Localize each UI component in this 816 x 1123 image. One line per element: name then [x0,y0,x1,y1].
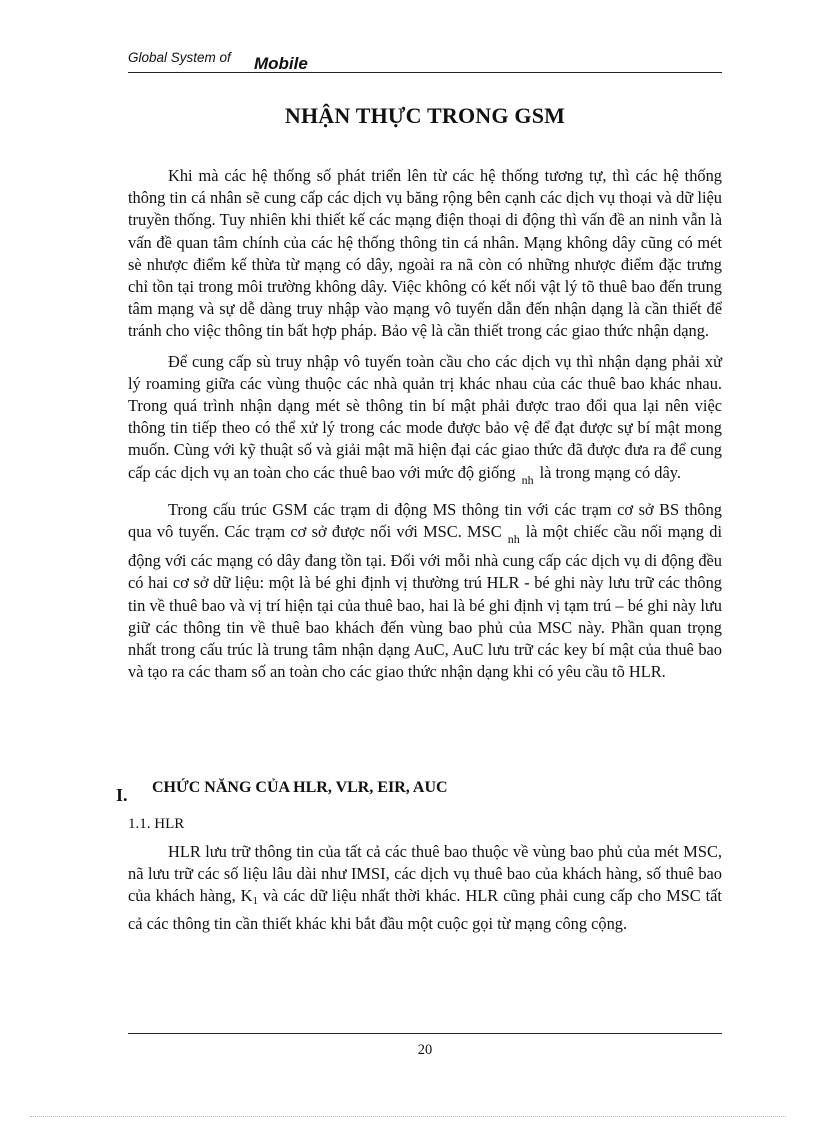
header-left-text: Global System of [128,50,231,65]
paragraph-hlr-subscript: 1 [252,895,258,908]
header-right-text: Mobile [254,54,308,73]
paragraph-3-text-b: là một chiếc cầu nối mạng di động với các mạng có dây đang tồn tại. Đối với mỗi nhà cung cấp các dịch vụ di động đều có hai cơ sở dữ liệu: một là bé ghi định vị thường trú HLR - bé ghi này lưu trữ các thông tin về thuê bao và vị trí hiện tại của thuê bao, hai là bé ghi định vị tạm trú – bé ghi này lưu giữ các thông tin về thuê bao khách đến vùng bao phủ của MSC này. Phần quan trọng nhất trong cấu trúc là trung tâm nhận dạng AuC, AuC lưu trữ các key bí mật của thuê bao và tạo ra các tham số an toàn cho các giao thức nhận dạng khi có yêu cầu tõ HLR. [128,522,723,682]
document-title: NHẬN THỰC TRONG GSM [284,103,566,128]
paragraph-2-text-b: là trong mạng có dây. [539,462,681,482]
paragraph-3-text-a: Trong cấu trúc GSM các trạm di động MS thông tin với các trạm cơ sở BS thông qua vô tuyến. Các trạm cơ sở được nối với MSC. MSC [128,499,722,542]
hlr-body [128,841,722,935]
paragraph-2-text-a: Để cung cấp sù truy nhập vô tuyến toàn cầu cho các dịch vụ thì nhận dạng phải xử lý roaming giữa các vùng thuộc các nhà quản trị khác nhau của các thuê bao khác nhau. Trong quá trình nhận dạng mét sè thông tin bí mật phải được trao đổi qua lại nên việc thông tin tiếp theo có thể xử lý trong các mode được bảo vệ để đạt được sự bí mật mong muốn. Cùng với kỹ thuật số và giải mật mã hiện đại các giao thức đã được đưa ra để cung cấp các dịch vụ an toàn cho các thuê bao với mức độ giống [128,351,722,482]
paragraph-1: Khi mà các hệ thống số phát triển lên từ các hệ thống tương tự, thì các hệ thống thông tin cá nhân sẽ cung cấp các dịch vụ băng rộng bên cạnh các dịch vụ thoại và dữ liệu truyền thống. Tuy nhiên khi thiết kế các mạng điện thoại di động thì vấn đề an ninh vẫn là vấn đề quan tâm chính của các hệ thống thông tin cá nhân. Mạng không dây cũng có mét sè nhược điểm kế thừa từ mạng có dây, ngoài ra nã còn có những nhược điểm đặc trưng chỉ tồn tại trong môi trường không dây. Việc không có kết nối vật lý tõ thuê bao đến trung tâm mạng và sự dễ dàng truy nhập vào mạng vô tuyến dẫn đến nhận dạng là cần thiết để tránh cho việc thông tin bất hợp pháp. Bảo vệ là cần thiết trong các giao thức nhận dạng. [128,166,722,341]
page-header [128,48,722,73]
paragraph-3-subscript: nh [507,532,520,547]
paragraph-2-subscript: nh [521,472,534,487]
section-number: I. [116,785,128,805]
paragraph-hlr [128,841,722,935]
subsection-heading: 1.1. HLR [128,816,185,832]
section-heading [116,777,716,803]
paragraph-hlr-text-a: HLR lưu trữ thông tin của tất cả các thuê bao thuộc về vùng bao phủ của mét MSC, nã lưu trữ các số liệu lâu dài như IMSI, các dịch vụ thuê bao của khách hàng, số thuê bao của khách hàng, K [128,842,722,906]
section-title: CHỨC NĂNG CỦA HLR, VLR, EIR, AUC [152,779,448,796]
intro-body [128,165,722,683]
paragraph-hlr-text-b: và các dữ liệu nhất thời khác. HLR cũng phải cung cấp cho MSC tất cả các thông tin cần thiết khác khi bắt đầu một cuộc gọi từ mạng công cộng. [128,886,722,933]
page-bottom-border [30,1116,786,1117]
paragraph-2 [128,351,722,491]
footer-divider [128,1033,722,1034]
paragraph-3 [128,499,722,684]
page-number: 20 [417,1042,433,1058]
